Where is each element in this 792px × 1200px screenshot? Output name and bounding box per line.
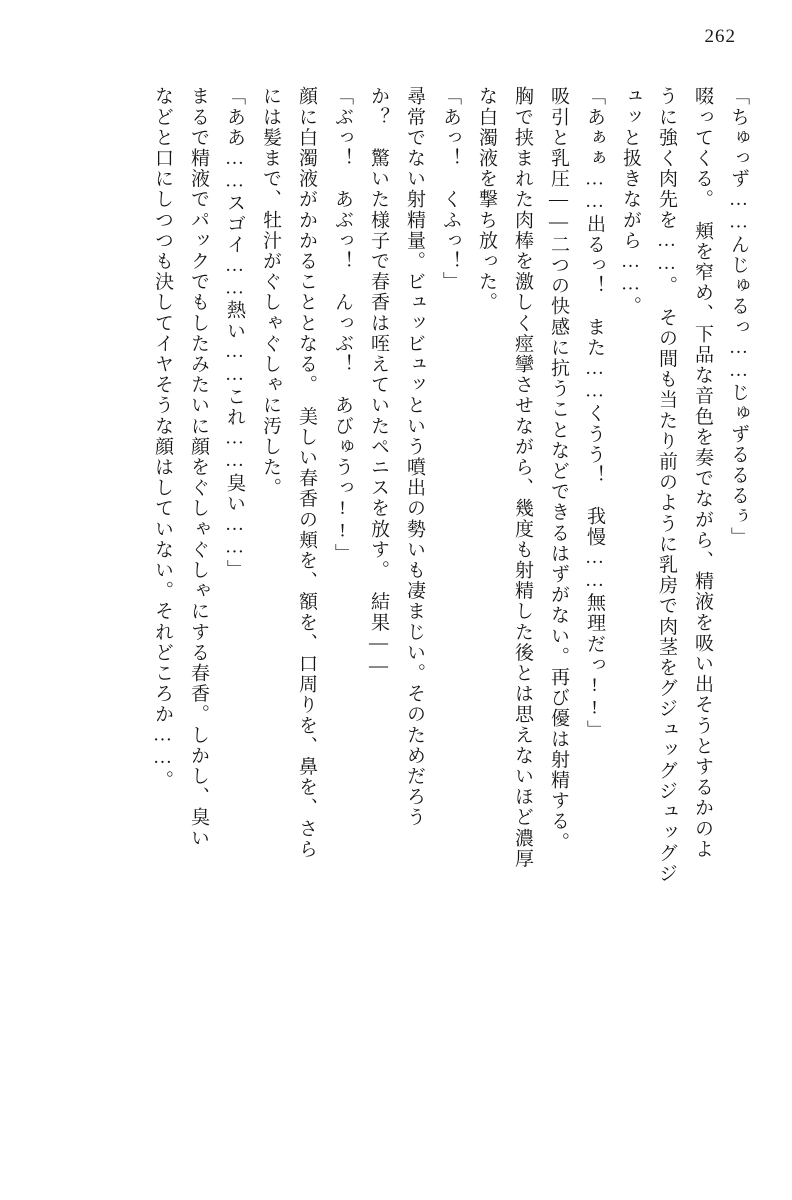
- text-line: な白濁液を撃ち放った。: [476, 86, 497, 313]
- text-line: まるで精液でパックでもしたみたいに顔をぐしゃぐしゃにする春香。しかし、臭い: [188, 86, 209, 849]
- text-line: 「ぶっ！ あぶっ！ んっぶ！ あびゅうっ!!」: [332, 86, 353, 564]
- text-line: 「あっ！ くふっ！」: [440, 86, 461, 292]
- text-line: 啜ってくる。 頬を窄め、下品な音色を奏でながら、精液を吸い出そうとするかのよ: [692, 86, 713, 860]
- text-line: などと口にしつつも決してイヤそうな顔はしていない。それどころか……。: [152, 86, 173, 791]
- text-line: 吸引と乳圧――二つの快感に抗うことなどできるはずがない。再び優は射精する。: [548, 86, 569, 853]
- text-line: 胸で挟まれた肉棒を激しく痙攣させながら、幾度も射精した後とは思えないほど濃厚: [512, 86, 533, 869]
- text-line: 「ちゅっず……んじゅるっ……じゅずるるるぅ」: [728, 86, 749, 548]
- text-line: ュッと扱きながら……。: [620, 86, 641, 317]
- text-line: 「ああ……スゴイ……熱い……これ……臭い……」: [224, 86, 245, 580]
- page-body-text: [44, 86, 748, 1154]
- text-line: 顔に白濁液がかかることとなる。 美しい春香の頬を、額を、口周りを、鼻を、さら: [296, 86, 317, 860]
- text-line: 尋常でない射精量。ビュッビュッという噴出の勢いも凄まじい。そのためだろう: [404, 86, 425, 828]
- text-line: には髪まで、牡汁がぐしゃぐしゃに汚した。: [260, 86, 281, 498]
- text-line: 「あぁぁ……出るっ！ また……くうう！ 我慢……無理だっ!!」: [584, 86, 605, 741]
- text-line: か？ 驚いた様子で春香は咥えていたペニスを放す。 結果――: [368, 86, 389, 678]
- page-number: 262: [704, 26, 736, 47]
- text-line: うに強く肉先を……。 その間も当たり前のように乳房で肉茎をグジュッグジュッグジ: [656, 86, 677, 884]
